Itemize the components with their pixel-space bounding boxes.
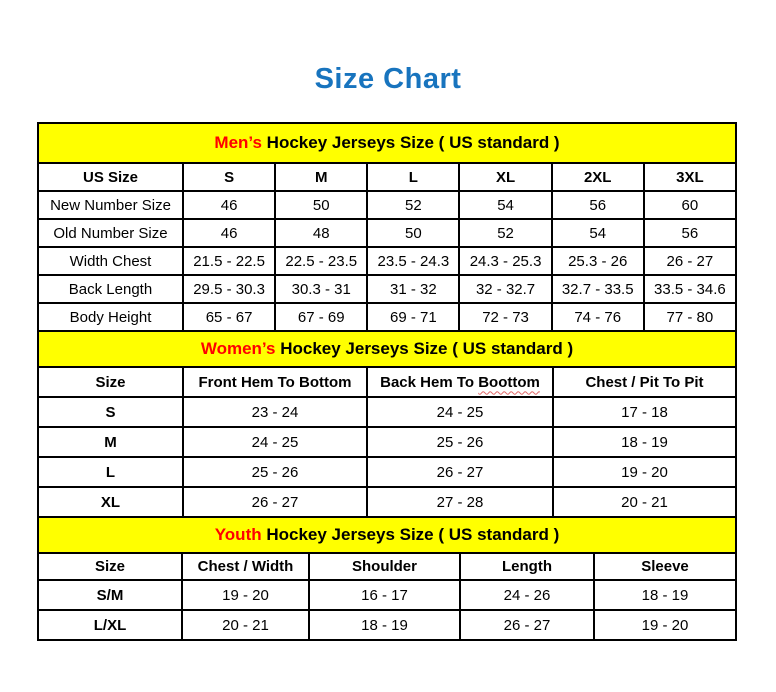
value-cell: 46: [183, 191, 275, 219]
value-cell: 23 - 24: [183, 397, 367, 427]
value-cell: 32 - 32.7: [459, 275, 551, 303]
mens-column-header-row: [38, 163, 736, 191]
value-cell: 74 - 76: [552, 303, 644, 331]
column-header-cell: Chest / Width: [182, 553, 309, 580]
value-cell: 48: [275, 219, 367, 247]
value-cell: 50: [275, 191, 367, 219]
youth-size-table: [37, 516, 737, 641]
value-cell: 56: [644, 219, 736, 247]
column-header-cell: Size: [38, 553, 182, 580]
value-cell: 65 - 67: [183, 303, 275, 331]
mens-section-title: [38, 123, 736, 163]
youth-highlight-word: Youth: [214, 525, 262, 544]
table-row: [38, 580, 736, 610]
value-cell: 54: [459, 191, 551, 219]
column-header-cell: M: [275, 163, 367, 191]
womens-section-header: [38, 331, 736, 367]
womens-highlight-word: Women’s: [200, 339, 276, 358]
table-row: [38, 191, 736, 219]
value-cell: 26 - 27: [367, 457, 553, 487]
womens-header-rest: Hockey Jerseys Size ( US standard ): [275, 339, 574, 358]
page-title: Size Chart: [314, 63, 462, 95]
table-row: [38, 487, 736, 517]
table-row: [38, 247, 736, 275]
misspelled-word-squiggle: Boottom: [478, 373, 540, 391]
value-cell: 52: [459, 219, 551, 247]
row-label: Old Number Size: [38, 219, 183, 247]
value-cell: 18 - 19: [594, 580, 736, 610]
mens-highlight-word: Men’s: [214, 133, 262, 152]
column-header-cell: Length: [460, 553, 594, 580]
value-cell: 69 - 71: [367, 303, 459, 331]
value-cell: 23.5 - 24.3: [367, 247, 459, 275]
value-cell: 32.7 - 33.5: [552, 275, 644, 303]
value-cell: 56: [552, 191, 644, 219]
column-header-cell: XL: [459, 163, 551, 191]
value-cell: 19 - 20: [553, 457, 736, 487]
column-header-cell: Size: [38, 367, 183, 397]
value-cell: 67 - 69: [275, 303, 367, 331]
value-cell: 17 - 18: [553, 397, 736, 427]
column-header-cell: Front Hem To Bottom: [183, 367, 367, 397]
value-cell: 24 - 25: [183, 427, 367, 457]
value-cell: 33.5 - 34.6: [644, 275, 736, 303]
column-header-cell: Shoulder: [309, 553, 460, 580]
row-label: M: [38, 427, 183, 457]
youth-header-rest: Hockey Jerseys Size ( US standard ): [261, 525, 560, 544]
row-label: New Number Size: [38, 191, 183, 219]
value-cell: 26 - 27: [460, 610, 594, 640]
mens-size-table: [37, 122, 737, 332]
column-header-cell: 2XL: [552, 163, 644, 191]
row-label: Width Chest: [38, 247, 183, 275]
value-cell: 24 - 25: [367, 397, 553, 427]
column-header-cell: Chest / Pit To Pit: [553, 367, 736, 397]
womens-size-table: [37, 330, 737, 518]
value-cell: 60: [644, 191, 736, 219]
value-cell: 24 - 26: [460, 580, 594, 610]
youth-section-header: [38, 517, 736, 553]
womens-column-header-row: [38, 367, 736, 397]
value-cell: 46: [183, 219, 275, 247]
value-cell: 19 - 20: [182, 580, 309, 610]
mens-header-rest: Hockey Jerseys Size ( US standard ): [261, 133, 560, 152]
value-cell: 54: [552, 219, 644, 247]
value-cell: 16 - 17: [309, 580, 460, 610]
back-hem-prefix: Back Hem To: [380, 373, 479, 391]
value-cell: 24.3 - 25.3: [459, 247, 551, 275]
column-header-cell: L: [367, 163, 459, 191]
value-cell: 31 - 32: [367, 275, 459, 303]
table-row: [38, 610, 736, 640]
value-cell: 20 - 21: [553, 487, 736, 517]
value-cell: 20 - 21: [182, 610, 309, 640]
value-cell: 25.3 - 26: [552, 247, 644, 275]
row-label: S/M: [38, 580, 182, 610]
value-cell: 77 - 80: [644, 303, 736, 331]
table-row: [38, 219, 736, 247]
table-row: [38, 303, 736, 331]
youth-column-header-row: [38, 553, 736, 580]
value-cell: 25 - 26: [367, 427, 553, 457]
value-cell: 18 - 19: [553, 427, 736, 457]
table-row: [38, 457, 736, 487]
value-cell: 52: [367, 191, 459, 219]
value-cell: 26 - 27: [183, 487, 367, 517]
table-row: [38, 275, 736, 303]
column-header-cell: US Size: [38, 163, 183, 191]
table-row: [38, 397, 736, 427]
table-row: [38, 427, 736, 457]
value-cell: 30.3 - 31: [275, 275, 367, 303]
size-chart: [37, 122, 737, 641]
column-header-cell: Sleeve: [594, 553, 736, 580]
column-header-cell: S: [183, 163, 275, 191]
value-cell: 26 - 27: [644, 247, 736, 275]
row-label: Body Height: [38, 303, 183, 331]
mens-section-header: [38, 123, 736, 163]
value-cell: 19 - 20: [594, 610, 736, 640]
youth-section-title: [38, 517, 736, 553]
column-header-cell-misspelled: [367, 367, 553, 397]
row-label: XL: [38, 487, 183, 517]
row-label: S: [38, 397, 183, 427]
row-label: L: [38, 457, 183, 487]
value-cell: 27 - 28: [367, 487, 553, 517]
row-label: L/XL: [38, 610, 182, 640]
column-header-cell: 3XL: [644, 163, 736, 191]
value-cell: 25 - 26: [183, 457, 367, 487]
value-cell: 21.5 - 22.5: [183, 247, 275, 275]
value-cell: 18 - 19: [309, 610, 460, 640]
value-cell: 29.5 - 30.3: [183, 275, 275, 303]
value-cell: 50: [367, 219, 459, 247]
value-cell: 72 - 73: [459, 303, 551, 331]
womens-section-title: [38, 331, 736, 367]
row-label: Back Length: [38, 275, 183, 303]
value-cell: 22.5 - 23.5: [275, 247, 367, 275]
